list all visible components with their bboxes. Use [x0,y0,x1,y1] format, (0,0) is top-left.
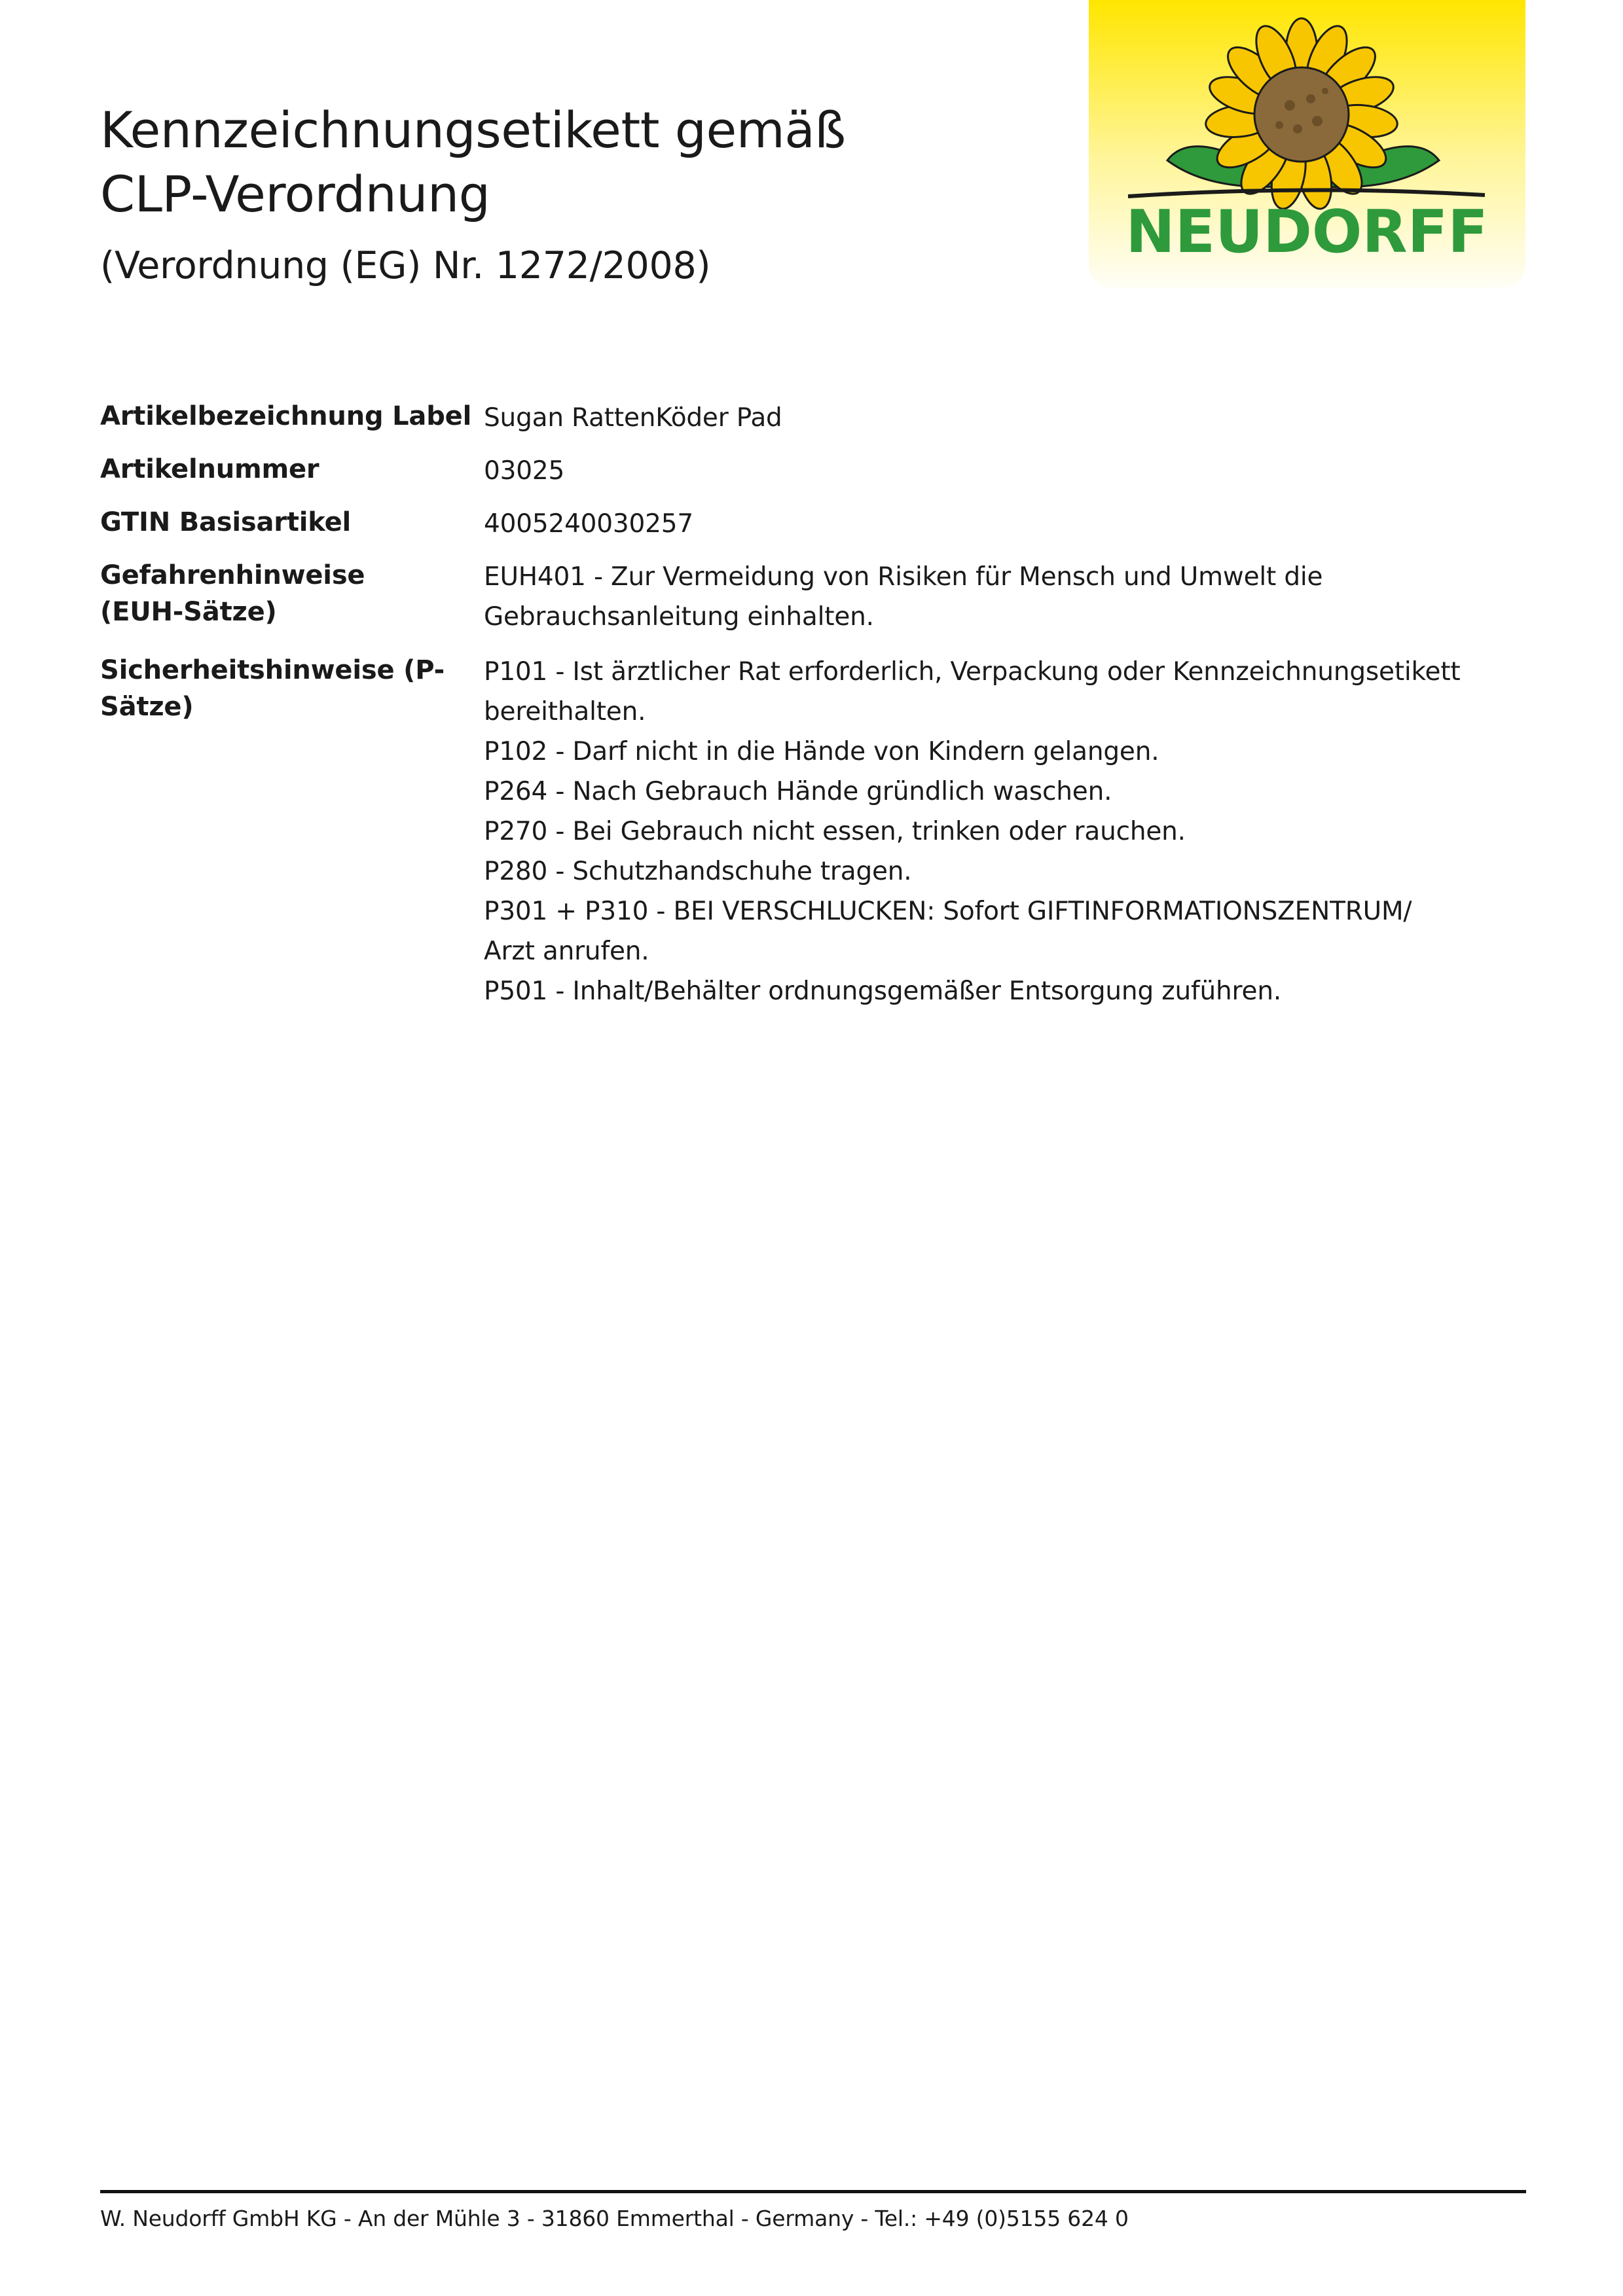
value-line: bereithalten. [484,697,646,726]
title-line-2: CLP-Verordnung [100,165,490,223]
page-title [100,98,1017,226]
row-value [484,652,1461,1011]
row-label: GTIN Basisartikel [100,507,352,537]
sunflower-icon [1089,0,1525,288]
row-value [484,557,1410,637]
neudorff-logo [1089,0,1525,288]
row-label: Gefahrenhinweise (EUH-Sätze) [100,560,365,627]
value-line: Gebrauchsanleitung einhalten. [484,602,874,632]
value-line: P264 - Nach Gebrauch Hände gründlich waschen. [484,777,1112,806]
row-value [484,398,1410,438]
row-label: Artikelnummer [100,454,319,484]
product-info-table [100,398,1461,1011]
row-hazard-statements [100,557,1410,652]
value-line: P102 - Darf nicht in die Hände von Kindern gelangen. [484,737,1159,766]
value-line: EUH401 - Zur Vermeidung von Risiken für Mensch und Umwelt die [484,562,1323,592]
value-line: P280 - Schutzhandschuhe tragen. [484,857,912,886]
value-line: 4005240030257 [484,509,693,539]
page-subtitle: (Verordnung (EG) Nr. 1272/2008) [100,244,711,287]
row-label: Artikelbezeichnung Label [100,401,472,431]
row-value [484,451,1410,491]
value-line: P301 + P310 - BEI VERSCHLUCKEN: Sofort GIFTINFORMATIONSZENTRUM/ [484,897,1412,926]
value-line: P270 - Bei Gebrauch nicht essen, trinken oder rauchen. [484,817,1186,846]
value-line: Sugan RattenKöder Pad [484,403,782,433]
value-line: P101 - Ist ärztlicher Rat erforderlich, Verpackung oder Kennzeichnungsetikett [484,657,1461,687]
logo-brand-text: NEUDORFF [1125,198,1488,266]
row-label: Sicherheitshinweise (P-Sätze) [100,655,445,722]
row-precautionary-statements [100,652,1461,1011]
footer-divider [100,2190,1526,2193]
row-article-number [100,451,1410,504]
value-line: Arzt anrufen. [484,937,649,966]
footer-address: W. Neudorff GmbH KG - An der Mühle 3 - 31860 Emmerthal - Germany - Tel.: +49 (0)5155 624 0 [100,2206,1129,2231]
title-line-1: Kennzeichnungsetikett gemäß [100,101,846,159]
row-value [484,504,1410,544]
value-line: P501 - Inhalt/Behälter ordnungsgemäßer Entsorgung zuführen. [484,977,1282,1006]
row-gtin [100,504,1410,557]
value-line: 03025 [484,456,565,486]
row-article-name [100,398,1410,451]
